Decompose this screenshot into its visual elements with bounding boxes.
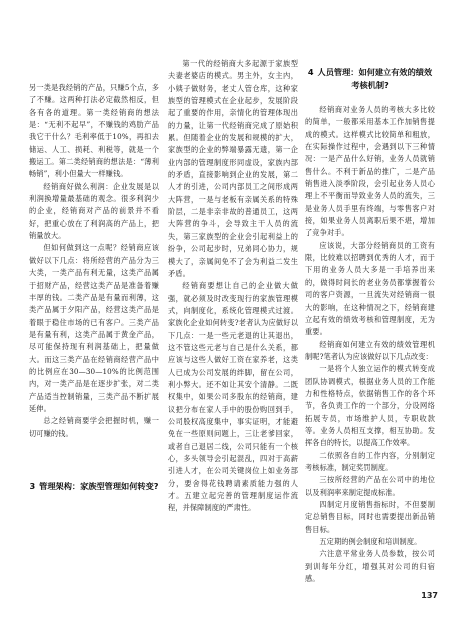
paragraph: 四制定月度销售指标时，不但要制定总销售目标，同时也需要提出新品销售目标。 xyxy=(305,500,435,534)
left-column xyxy=(29,82,159,440)
paragraph: 总之经销商要学会把握时机，赚一切可赚的钱。 xyxy=(29,416,159,438)
paragraph: 五定期的例会制度和培训制度。 xyxy=(319,537,422,547)
paragraph: 经销商如何建立有效的绩效管理机制呢?笔者认为应该做好以下几点改变： xyxy=(305,339,435,361)
section-4-heading xyxy=(305,66,435,92)
paragraph: 二依照各自的工作内容，分别制定考核标准，制定奖罚制度。 xyxy=(305,450,435,472)
paragraph: 一是将个人独立运作的模式转变成团队协调模式，根据业务人员的工作能力和性格特点，依据销售工作的各个环节，各负责工作的一个部分，分设网络拓展专员，市场维护人员，专职收款等。业务人员相互支撑，相互协助。发挥各自的特长，以提高工作效率。 xyxy=(305,364,435,448)
paragraph: 经销商对业务人员的考核大多比较的简单，一般都采用基本工作加销售提成的模式。这样模式比较简单和粗放，在实际操作过程中，会遇到以下三种情况：一是产品什么好销，业务人员就销售什么。不利于新品的推广，二是产品销售进入淡季阶段，会引起业务人员心理上不平衡而导致业务人员的流失，三是业务人员手里有终端，与零售客户对接，如果业务人员离职后果不堪，增加了竞争对手。 xyxy=(305,105,435,238)
section-title: 管理架构：家族型管理如何转变? xyxy=(39,481,159,491)
paragraph: 但如何做到这一点呢？经销商应该做好以下几点：将所经营的产品分为三大类，一类产品有利无量，这类产品属于招财产品，经营这类产品是准备着赚丰厚的钱。二类产品是有量而利薄，这类产品属于夕阳产品，经营这类产品是着眼于稳住市场的已有客户。三类产品是有量有利，这类产品属于黄金产品，尽可能保持现有利润基础上，把量做大。而这三类产品在经销商经营产品中的比例应在30—30—10%的比例范围内，对一类产品是在逐步扩张，对二类产品适当控制销量，三类产品不断扩展延伸。 xyxy=(29,243,159,413)
paragraph: 六注意平常业务人员参数，按公司到训每年分红，增强其对公司的归宿感。 xyxy=(305,549,435,584)
right-column xyxy=(305,104,435,585)
paragraph: 第一代的经销商大多起源于家族型夫妻老婆店的模式。男主外，女主内，小姨子做财务，老丈人管仓库，这种家族型的管理模式在企业起步，发展阶段起了重要的作用，亲情化的管理体现出的力量，让第一代经销商完成了原始积累。但随着企业的发展和规模的扩大，家族型的企业的弊端暴露无遗，第一企业内部的管理制度形同虚设，家族内部的矛盾，直接影响到企业的发展，第二人才的引进，公司内部员工之间形成两大阵营，一是与老板有亲属关系的特殊阶层，二是非亲非故的普通员工，这两大阵营的争斗，会导致主干人员的流失，第三家族型的企业会引起利益上的纷争，公司起步时，兄弟同心协力，规模大了，亲属间免不了会为利益二发生矛盾。 xyxy=(168,59,298,278)
paragraph: 应该说，大部分经销商员的工资有限，比较难以招聘到优秀的人才，而于下用的业务人员大多是一手培养出来的，做得时间长的老业务员都掌握着公司的客户资源，一旦流失对经销商一很大的影响，在这种情况之下，经销商建立起有效的绩效考核和管理制度，无为重要。 xyxy=(305,240,435,337)
section-title: 人员管理：如何建立有效的绩效考核机制? xyxy=(317,67,433,90)
paragraph: 三按所经营的产品在公司中的地位以及利润率来制定提成标准。 xyxy=(305,475,435,497)
page-number: 137 xyxy=(421,591,438,600)
section-3-heading xyxy=(29,480,159,493)
paragraph: 经销商好做么利润：企业发展是以利润换增量最基础的观念。很多利润少的企业，经销商对产品的前景并不看好，把重心放在了利润高的产品上，把销量放大。 xyxy=(29,181,159,241)
middle-column xyxy=(168,58,298,515)
paragraph: 另一类是我经销的产品，只赚5个点，多了不赚。这两种打法必定截然相反，但各有各的道理。第一类经销商的想法是：“无利不起早”，不赚钱的鸡肋产品我它干什么？毛利率低于10%，再扣去储运、人工、损耗、利税等，就是一个搬运工。第二类经销商的想法是：“薄利畅销”，利小但量大一样赚钱。 xyxy=(29,83,159,179)
section-number: 4 xyxy=(307,67,314,77)
paragraph: 经销商要想让自己的企业做大做强，就必须及时改变现行的家族管理模式，向制度化，系统化管理模式过渡。家族化企业如何转变?老者认为应做好以下几点：一是一些元老退的让其退出，这不管这些元老与自己是什么关系，都应该与这些人做好工资在家养老，这类人已成为公司发展的绊脚，留在公司，利小弊大。还不如让其安个清静。二既权集中，如果公司多股东的经销商，建议把分布在家人手中的股份购回到手，公司股权高度集中，事实证明，才能避免在一些原则问题上，三让老爹回家，或者自己退居二线，公司只能有一个核心，多头领导会引起混乱，四对于高薪引进人才，在公司关键岗位上如业务部分，要舍得花钱聘请素质能力强的人才。五建立起完善的管理制度运作流程，并保障制度的严肃性。 xyxy=(168,281,298,513)
section-number: 3 xyxy=(29,481,36,491)
